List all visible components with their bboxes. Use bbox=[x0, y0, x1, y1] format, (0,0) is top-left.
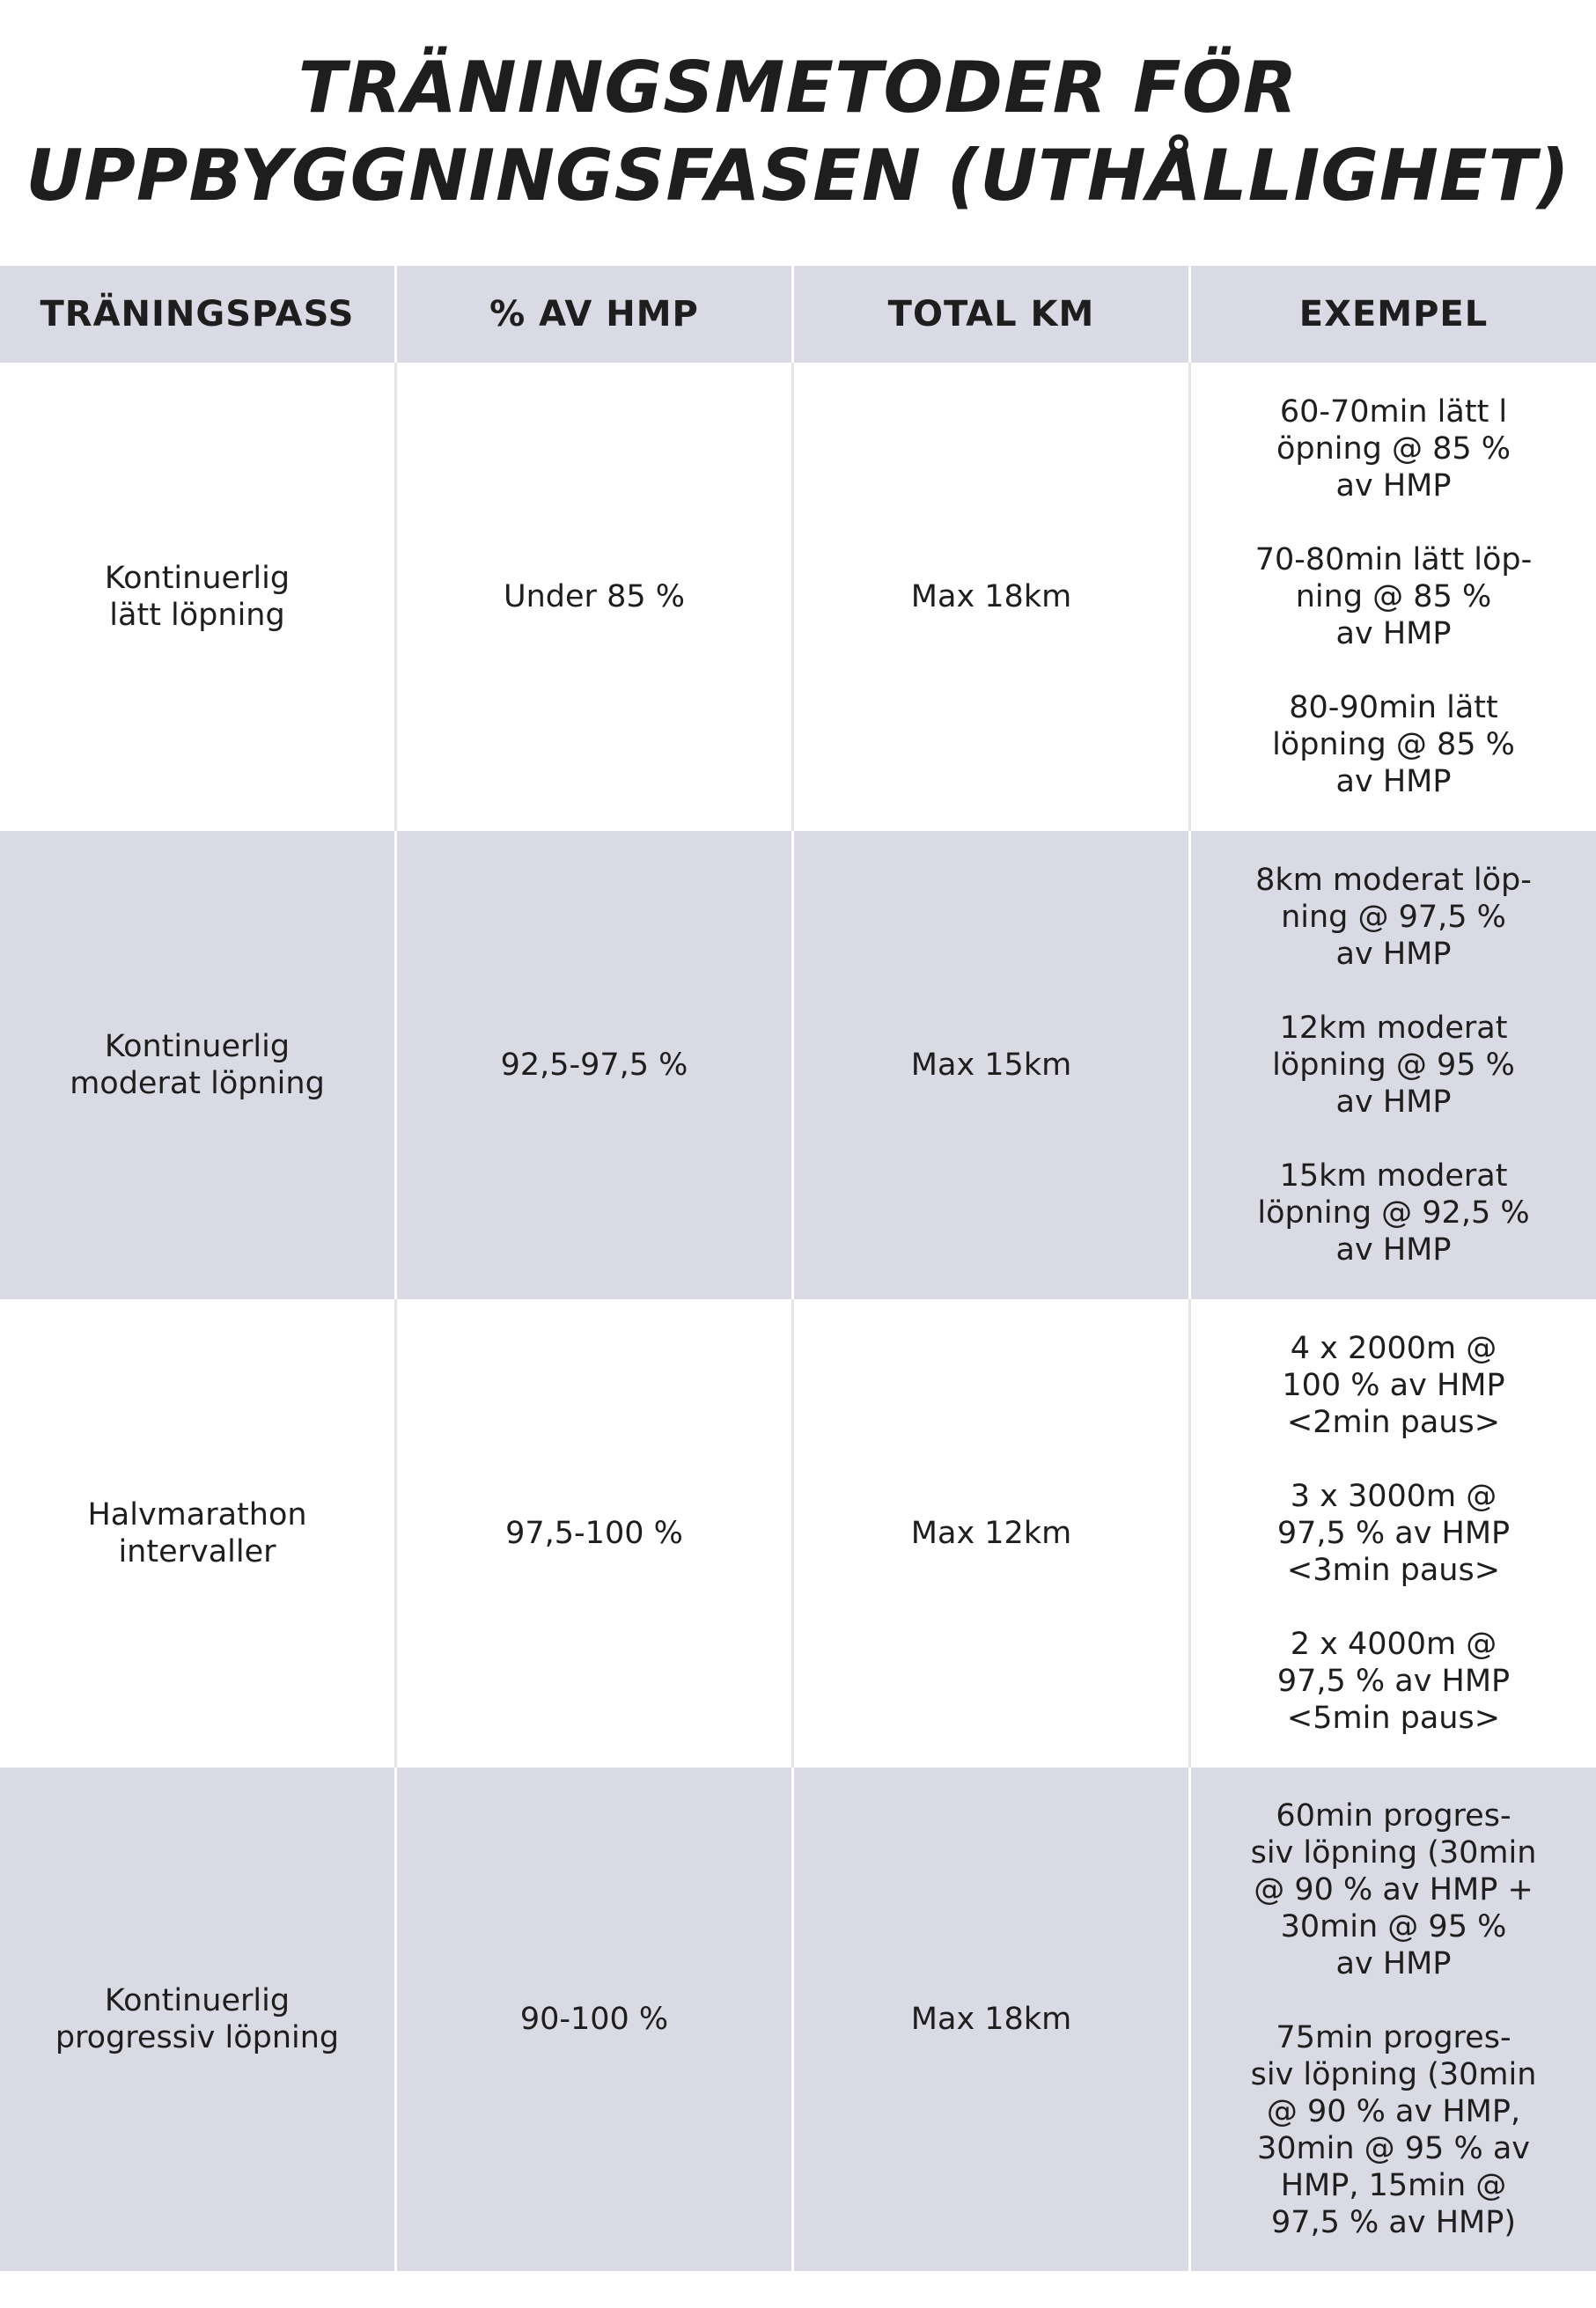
header-total-km: TOTAL KM bbox=[794, 266, 1191, 363]
row-1-examples bbox=[1191, 363, 1596, 831]
title-line-2: UPPBYGGNINGSFASEN (UTHÅLLIGHET) bbox=[26, 135, 1570, 217]
row-2-session-text: Kontinuerlig moderat löpning bbox=[70, 1029, 325, 1101]
row-3-example-1: 4 x 2000m @ 100 % av HMP <2min paus> bbox=[1282, 1331, 1505, 1440]
row-2-session bbox=[0, 831, 397, 1299]
title-line-1: TRÄNINGSMETODER FÖR bbox=[298, 47, 1298, 129]
training-methods-table bbox=[0, 266, 1596, 2271]
row-3-example-2: 3 x 3000m @ 97,5 % av HMP <3min paus> bbox=[1276, 1479, 1511, 1588]
row-1-session-text: Kontinuerlig lätt löpning bbox=[104, 561, 291, 633]
row-1-example-1: 60-70min lätt l öpning @ 85 % av HMP bbox=[1276, 394, 1511, 503]
row-1-example-2: 70-80min lätt löp- ning @ 85 % av HMP bbox=[1254, 542, 1533, 651]
row-3-session bbox=[0, 1299, 397, 1768]
row-4-total-km: Max 18km bbox=[794, 1768, 1191, 2271]
row-4-session-text: Kontinuerlig progressiv löpning bbox=[55, 1983, 340, 2055]
row-2-example-3: 15km moderat löpning @ 92,5 % av HMP bbox=[1257, 1158, 1530, 1268]
row-2-example-1: 8km moderat löp- ning @ 97,5 % av HMP bbox=[1255, 863, 1532, 972]
row-4-examples bbox=[1191, 1768, 1596, 2271]
row-3-total-km: Max 12km bbox=[794, 1299, 1191, 1768]
header-examples: EXEMPEL bbox=[1191, 266, 1596, 363]
row-4-session bbox=[0, 1768, 397, 2271]
page-title bbox=[0, 44, 1596, 220]
header-training-session: TRÄNINGSPASS bbox=[0, 266, 397, 363]
row-2-percent: 92,5-97,5 % bbox=[397, 831, 794, 1299]
row-3-examples bbox=[1191, 1299, 1596, 1768]
row-4-example-1: 60min progres- siv löpning (30min @ 90 % av HMP + 30min @ 95 % av HMP bbox=[1250, 1798, 1537, 1981]
row-2-examples bbox=[1191, 831, 1596, 1299]
row-3-percent: 97,5-100 % bbox=[397, 1299, 794, 1768]
row-3-session-text: Halvmarathon intervaller bbox=[87, 1497, 307, 1569]
row-2-example-2: 12km moderat löpning @ 95 % av HMP bbox=[1272, 1011, 1515, 1120]
row-1-example-3: 80-90min lätt löpning @ 85 % av HMP bbox=[1272, 690, 1515, 799]
row-2-total-km: Max 15km bbox=[794, 831, 1191, 1299]
row-3-example-3: 2 x 4000m @ 97,5 % av HMP <5min paus> bbox=[1276, 1627, 1511, 1736]
row-1-session bbox=[0, 363, 397, 831]
row-1-total-km: Max 18km bbox=[794, 363, 1191, 831]
header-percent-hmp: % AV HMP bbox=[397, 266, 794, 363]
row-4-example-2: 75min progres- siv löpning (30min @ 90 % av HMP, 30min @ 95 % av HMP, 15min @ 97,5 % av HMP) bbox=[1250, 2020, 1537, 2240]
row-4-percent: 90-100 % bbox=[397, 1768, 794, 2271]
row-1-percent: Under 85 % bbox=[397, 363, 794, 831]
